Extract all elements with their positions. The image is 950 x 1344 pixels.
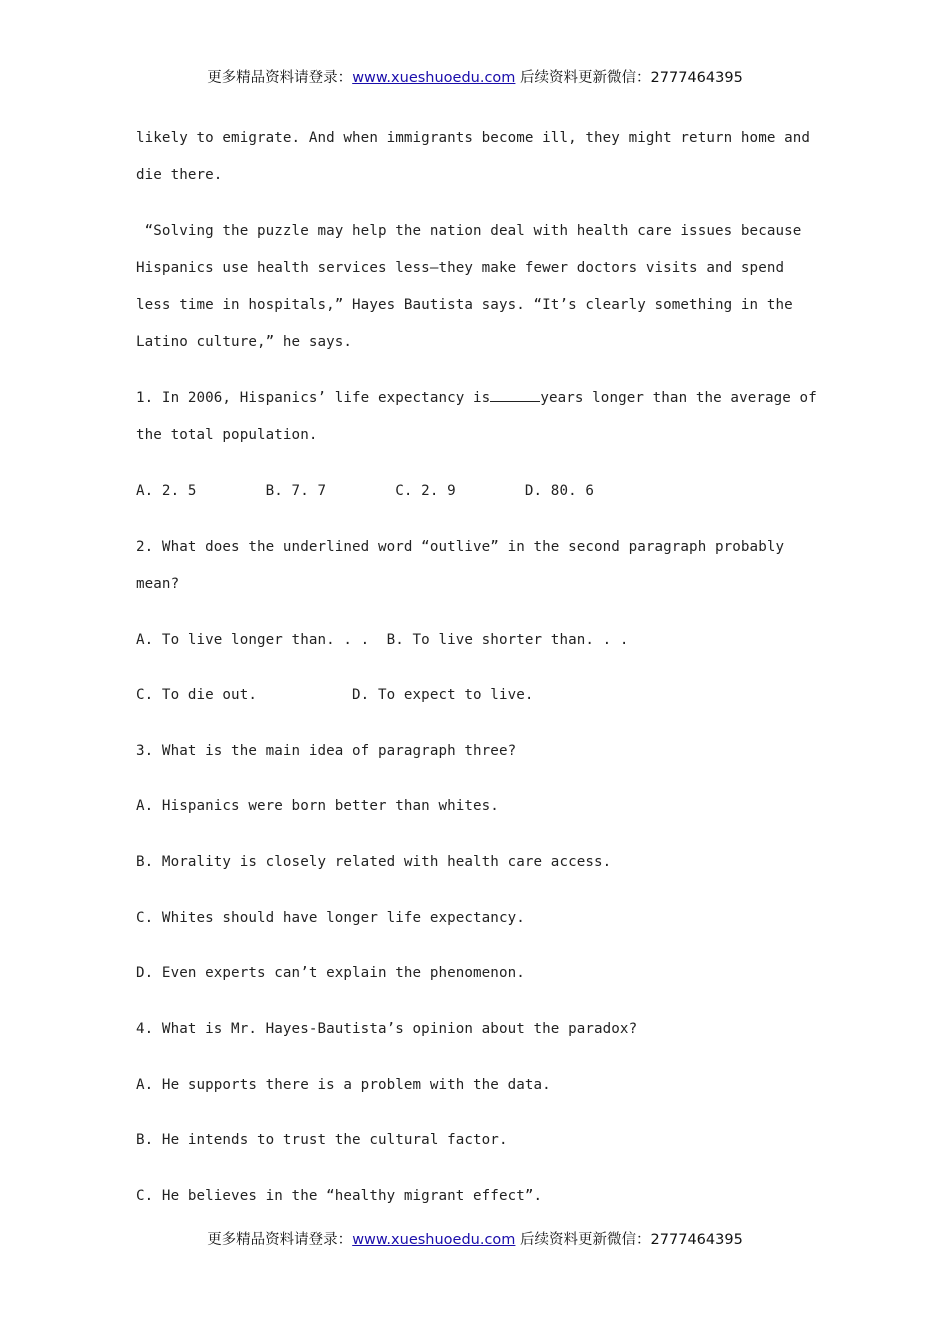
passage-line: less time in hospitals,” Hayes Bautista says. “It’s clearly something in the (136, 297, 793, 313)
header-prefix: 更多精品资料请登录： (207, 70, 353, 86)
question-1-options: A. 2. 5 B. 7. 7 C. 2. 9 D. 80. 6 (136, 483, 595, 499)
question-2-options-ab: A. To live longer than. . . B. To live shorter than. . . (136, 632, 629, 648)
header-website-link[interactable]: www.xueshuoedu.com (352, 70, 516, 86)
page-header-banner (0, 66, 950, 87)
question-2-options-cd: C. To die out. D. To expect to live. (136, 687, 534, 703)
question-2-continued: mean? (136, 576, 180, 592)
header-suffix: 后续资料更新微信：2777464395 (515, 70, 743, 86)
answer-blank (490, 388, 540, 402)
question-1-stem-end: years longer than the average of (540, 390, 817, 406)
question-1-stem: 1. In 2006, Hispanics’ life expectancy is (136, 390, 491, 406)
passage-line: likely to emigrate. And when immigrants become ill, they might return home and (136, 130, 811, 146)
page-footer-banner (0, 1228, 950, 1249)
question-1-continued: the total population. (136, 427, 318, 443)
question-3-option-b: B. Morality is closely related with health care access. (136, 854, 612, 870)
question-4-option-a: A. He supports there is a problem with the data. (136, 1077, 551, 1093)
question-3-option-a: A. Hispanics were born better than whites. (136, 798, 499, 814)
passage-line: die there. (136, 167, 223, 183)
question-1 (136, 388, 817, 408)
question-3: 3. What is the main idea of paragraph three? (136, 743, 517, 759)
passage-line: “Solving the puzzle may help the nation deal with health care issues because (136, 223, 802, 239)
footer-suffix: 后续资料更新微信：2777464395 (515, 1232, 743, 1248)
question-2: 2. What does the underlined word “outlive” in the second paragraph probably (136, 539, 785, 555)
footer-website-link[interactable]: www.xueshuoedu.com (352, 1232, 516, 1248)
question-4-option-b: B. He intends to trust the cultural factor. (136, 1132, 508, 1148)
footer-prefix: 更多精品资料请登录： (207, 1232, 353, 1248)
question-4-option-c: C. He believes in the “healthy migrant effect”. (136, 1188, 543, 1204)
question-3-option-d: D. Even experts can’t explain the phenomenon. (136, 965, 525, 981)
passage-line: Latino culture,” he says. (136, 334, 353, 350)
question-4: 4. What is Mr. Hayes-Bautista’s opinion about the paradox? (136, 1021, 638, 1037)
passage-line: Hispanics use health services less—they make fewer doctors visits and spend (136, 260, 785, 276)
question-3-option-c: C. Whites should have longer life expectancy. (136, 910, 525, 926)
